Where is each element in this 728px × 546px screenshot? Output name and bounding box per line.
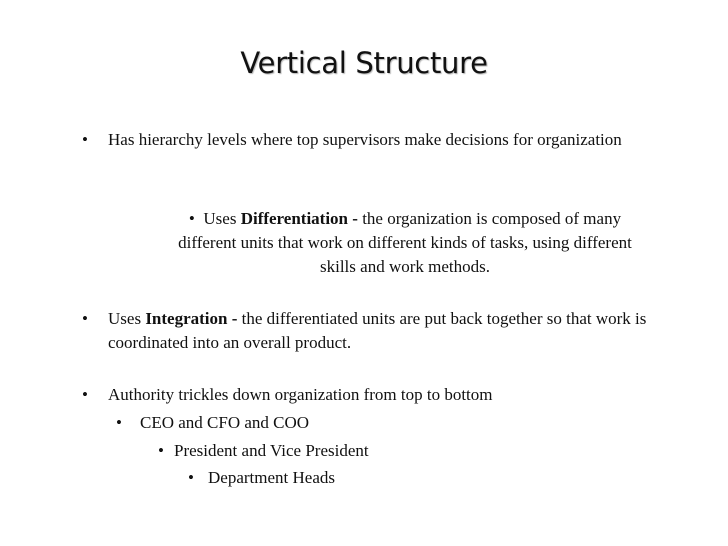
differentiation-line-1-rest: the organization is composed of many — [357, 209, 622, 228]
bullet-dot: • — [188, 209, 195, 228]
bullet-dot: • — [82, 130, 88, 149]
bullet-department-heads — [188, 466, 335, 490]
differentiation-line-1 — [110, 207, 700, 231]
bullet-dot: • — [116, 413, 122, 432]
bullet-text: President and Vice President — [174, 441, 369, 460]
integration-prefix: Uses — [108, 309, 146, 328]
bullet-text: Has hierarchy levels where top supervisors make decisions for organization — [108, 130, 622, 149]
bullet-president — [158, 439, 369, 463]
bullet-differentiation — [110, 207, 700, 279]
bullet-hierarchy-levels — [82, 128, 682, 152]
bullet-dot: • — [82, 309, 88, 328]
bullet-authority — [82, 383, 702, 407]
slide-title: Vertical Structure — [240, 46, 488, 80]
bullet-text: Department Heads — [208, 468, 335, 487]
bullet-integration — [82, 307, 702, 355]
bullet-dot: • — [188, 468, 194, 487]
integration-keyword: Integration - — [145, 309, 238, 328]
differentiation-line-3: skills and work methods. — [320, 257, 490, 276]
bullet-text — [82, 307, 702, 355]
differentiation-line-2: different units that work on different kinds of tasks, using different — [178, 233, 632, 252]
integration-rest: the differentiated units are put back together so that work is coordinated into an overall product. — [108, 309, 647, 352]
differentiation-keyword: Differentiation - — [240, 209, 358, 228]
bullet-dot: • — [158, 441, 164, 460]
bullet-text: CEO and CFO and COO — [140, 413, 310, 432]
bullet-ceo-cfo-coo — [116, 411, 309, 435]
bullet-text: Authority trickles down organization from top to bottom — [108, 385, 493, 404]
bullet-dot: • — [82, 385, 88, 404]
differentiation-prefix: Uses — [203, 209, 241, 228]
